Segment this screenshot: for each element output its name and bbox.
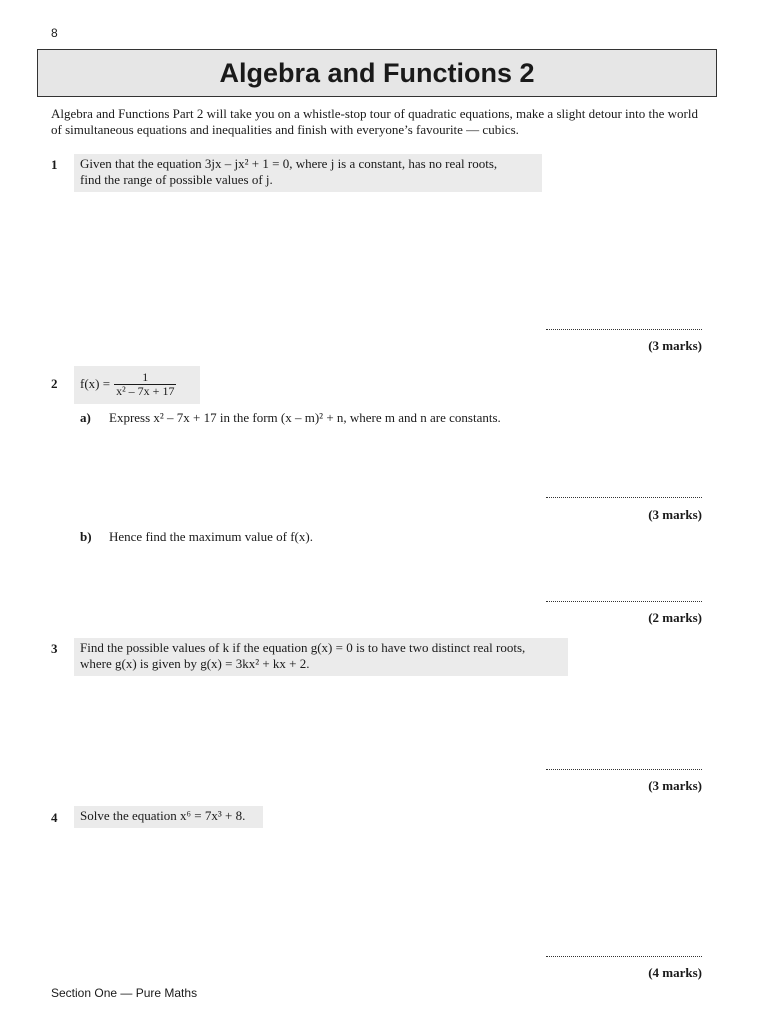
function-label: f(x) = bbox=[80, 376, 111, 391]
question-3-line-2: where g(x) is given by g(x) = 3kx² + kx + 2. bbox=[80, 656, 310, 671]
question-2b-answer-line bbox=[546, 600, 702, 602]
question-4-text: Solve the equation x⁶ = 7x³ + 8. bbox=[80, 808, 246, 823]
question-2b-text: Hence find the maximum value of f(x). bbox=[109, 529, 313, 544]
question-3-number: 3 bbox=[51, 641, 58, 656]
question-4-answer-line bbox=[546, 955, 702, 957]
question-3-box bbox=[74, 638, 568, 676]
question-4-number: 4 bbox=[51, 810, 58, 825]
question-2a-answer-line bbox=[546, 496, 702, 498]
question-2a-text: Express x² – 7x + 17 in the form (x – m)² + n, where m and n are constants. bbox=[109, 410, 501, 425]
question-2-number: 2 bbox=[51, 376, 58, 391]
section-footer: Section One — Pure Maths bbox=[51, 986, 198, 1000]
page-title: Algebra and Functions 2 bbox=[37, 49, 717, 97]
fraction-numerator: 1 bbox=[142, 369, 149, 384]
question-2-box bbox=[74, 366, 200, 404]
question-2a-marks: (3 marks) bbox=[648, 507, 702, 522]
question-2b-label: b) bbox=[80, 529, 92, 544]
question-4-box bbox=[74, 806, 263, 828]
function-fraction bbox=[114, 371, 176, 398]
question-2b-marks: (2 marks) bbox=[648, 610, 702, 625]
question-1-marks: (3 marks) bbox=[648, 338, 702, 353]
question-3-marks: (3 marks) bbox=[648, 778, 702, 793]
question-3-line-1: Find the possible values of k if the equation g(x) = 0 is to have two distinct real roots, bbox=[80, 640, 526, 655]
question-1-box bbox=[74, 154, 542, 192]
question-2a-label: a) bbox=[80, 410, 91, 425]
question-3-answer-line bbox=[546, 768, 702, 770]
intro-paragraph: Algebra and Functions Part 2 will take you on a whistle-stop tour of quadratic equations, make a slight detour into the world of simultaneous equations and inequalities and finish with everyone’s favourite — cubics. bbox=[51, 106, 698, 137]
question-1-answer-line bbox=[546, 328, 702, 330]
question-1-line-1: Given that the equation 3jx – jx² + 1 = 0, where j is a constant, has no real roots, bbox=[80, 156, 498, 171]
page-number: 8 bbox=[51, 26, 58, 40]
question-1-line-2: find the range of possible values of j. bbox=[80, 172, 273, 187]
fraction-denominator: x² – 7x + 17 bbox=[116, 383, 175, 398]
question-1-number: 1 bbox=[51, 157, 58, 172]
question-4-marks: (4 marks) bbox=[648, 965, 702, 980]
